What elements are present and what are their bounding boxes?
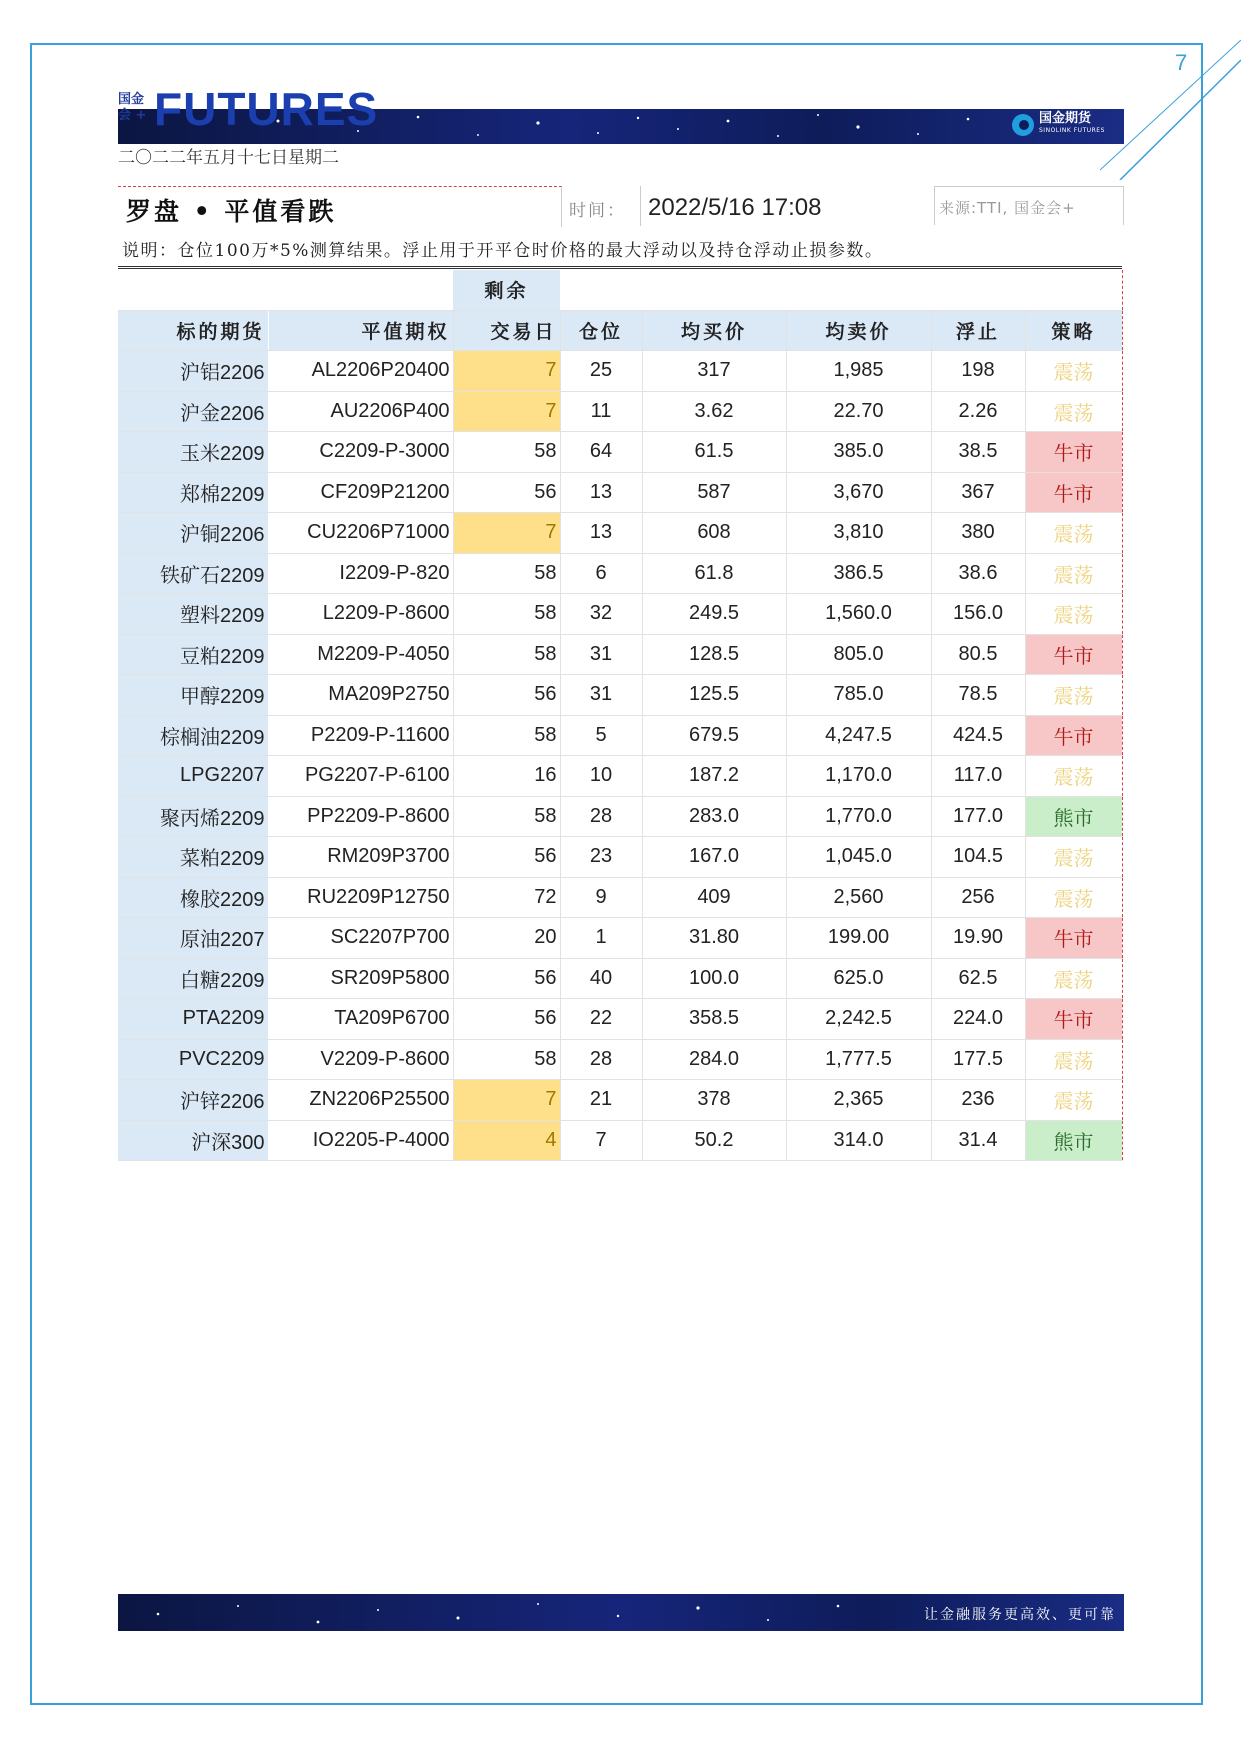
header-position: 仓位 <box>560 310 642 351</box>
cell-strategy: 牛市 <box>1025 472 1122 513</box>
cell-days: 4 <box>453 1120 560 1161</box>
table-row <box>118 472 1122 513</box>
cell-position: 9 <box>560 877 642 918</box>
cell-underlying: 郑棉2209 <box>118 472 268 513</box>
cell-strategy: 震荡 <box>1025 877 1122 918</box>
cell-days: 72 <box>453 877 560 918</box>
cell-option: I2209-P-820 <box>268 553 453 594</box>
table-row <box>118 877 1122 918</box>
cell-stop: 224.0 <box>931 999 1025 1040</box>
cell-stop: 2.26 <box>931 391 1025 432</box>
cell-sell: 2,242.5 <box>786 999 931 1040</box>
cell-days: 7 <box>453 1080 560 1121</box>
cell-days: 56 <box>453 472 560 513</box>
cell-strategy: 熊市 <box>1025 796 1122 837</box>
cell-sell: 22.70 <box>786 391 931 432</box>
cell-days: 56 <box>453 675 560 716</box>
cell-stop: 78.5 <box>931 675 1025 716</box>
cell-buy: 125.5 <box>642 675 786 716</box>
cell-buy: 378 <box>642 1080 786 1121</box>
cell-underlying: PVC2209 <box>118 1039 268 1080</box>
cell-underlying: 甲醇2209 <box>118 675 268 716</box>
cell-sell: 2,365 <box>786 1080 931 1121</box>
cell-underlying: 棕榈油2209 <box>118 715 268 756</box>
header-underlying: 标的期货 <box>118 310 268 351</box>
source-text: 来源:TTI, 国金会+ <box>939 199 1076 217</box>
cell-option: CF209P21200 <box>268 472 453 513</box>
cell-sell: 2,560 <box>786 877 931 918</box>
cell-buy: 167.0 <box>642 837 786 878</box>
report-date: 二〇二二年五月十七日星期二 <box>118 148 339 168</box>
cell-buy: 358.5 <box>642 999 786 1040</box>
header-buy: 均买价 <box>642 310 786 351</box>
cell-days: 16 <box>453 756 560 797</box>
table-row <box>118 432 1122 473</box>
cell-stop: 380 <box>931 513 1025 554</box>
cell-option: CU2206P71000 <box>268 513 453 554</box>
cell-underlying: 聚丙烯2209 <box>118 796 268 837</box>
cell-underlying: 豆粕2209 <box>118 634 268 675</box>
cell-position: 6 <box>560 553 642 594</box>
cell-sell: 1,045.0 <box>786 837 931 878</box>
cell-buy: 608 <box>642 513 786 554</box>
cell-position: 5 <box>560 715 642 756</box>
header-option: 平值期权 <box>268 310 453 351</box>
cell-strategy: 震荡 <box>1025 351 1122 392</box>
cell-buy: 61.8 <box>642 553 786 594</box>
cell-buy: 187.2 <box>642 756 786 797</box>
cell-strategy: 震荡 <box>1025 1039 1122 1080</box>
table-row <box>118 351 1122 392</box>
table-row <box>118 918 1122 959</box>
cell-option: V2209-P-8600 <box>268 1039 453 1080</box>
header-sell: 均卖价 <box>786 310 931 351</box>
cell-option: AU2206P400 <box>268 391 453 432</box>
cell-underlying: 沪深300 <box>118 1120 268 1161</box>
cell-buy: 249.5 <box>642 594 786 635</box>
cell-sell: 625.0 <box>786 958 931 999</box>
cell-days: 7 <box>453 513 560 554</box>
note-text: 说明：仓位100万*5%测算结果。浮止用于开平仓时价格的最大浮动以及持仓浮动止损参数。 <box>122 241 884 261</box>
cell-option: RM209P3700 <box>268 837 453 878</box>
cell-days: 56 <box>453 958 560 999</box>
cell-underlying: 白糖2209 <box>118 958 268 999</box>
header-stop: 浮止 <box>931 310 1025 351</box>
table-row <box>118 837 1122 878</box>
cell-underlying: PTA2209 <box>118 999 268 1040</box>
cell-days: 56 <box>453 999 560 1040</box>
table-header <box>118 310 1122 351</box>
cell-days: 58 <box>453 432 560 473</box>
table-row <box>118 594 1122 635</box>
cell-stop: 80.5 <box>931 634 1025 675</box>
cell-buy: 50.2 <box>642 1120 786 1161</box>
table-row <box>118 756 1122 797</box>
table-row <box>118 999 1122 1040</box>
cell-underlying: 沪金2206 <box>118 391 268 432</box>
cell-stop: 156.0 <box>931 594 1025 635</box>
cell-stop: 38.5 <box>931 432 1025 473</box>
cell-days: 58 <box>453 594 560 635</box>
cell-option: SR209P5800 <box>268 958 453 999</box>
cell-strategy: 震荡 <box>1025 756 1122 797</box>
brand-futures: FUTURES <box>154 83 379 135</box>
cell-sell: 1,777.5 <box>786 1039 931 1080</box>
table-row <box>118 958 1122 999</box>
cell-buy: 283.0 <box>642 796 786 837</box>
cell-underlying: 沪铝2206 <box>118 351 268 392</box>
cell-option: SC2207P700 <box>268 918 453 959</box>
cell-option: C2209-P-3000 <box>268 432 453 473</box>
cell-sell: 805.0 <box>786 634 931 675</box>
cell-strategy: 牛市 <box>1025 715 1122 756</box>
cell-position: 32 <box>560 594 642 635</box>
cell-option: RU2209P12750 <box>268 877 453 918</box>
cell-sell: 386.5 <box>786 553 931 594</box>
cell-option: AL2206P20400 <box>268 351 453 392</box>
cell-option: ZN2206P25500 <box>268 1080 453 1121</box>
cell-sell: 3,810 <box>786 513 931 554</box>
cell-buy: 587 <box>642 472 786 513</box>
table-header-top <box>118 270 1122 310</box>
cell-stop: 424.5 <box>931 715 1025 756</box>
cell-strategy: 震荡 <box>1025 594 1122 635</box>
company-logo-icon <box>1012 114 1034 136</box>
cell-strategy: 牛市 <box>1025 999 1122 1040</box>
cell-strategy: 熊市 <box>1025 1120 1122 1161</box>
cell-sell: 4,247.5 <box>786 715 931 756</box>
cell-position: 22 <box>560 999 642 1040</box>
cell-option: L2209-P-8600 <box>268 594 453 635</box>
cell-buy: 409 <box>642 877 786 918</box>
cell-underlying: 铁矿石2209 <box>118 553 268 594</box>
cell-position: 31 <box>560 634 642 675</box>
cell-days: 58 <box>453 1039 560 1080</box>
cell-sell: 1,560.0 <box>786 594 931 635</box>
table-row <box>118 1120 1122 1161</box>
cell-days: 58 <box>453 715 560 756</box>
cell-sell: 3,670 <box>786 472 931 513</box>
table-row <box>118 1039 1122 1080</box>
report-title-bar <box>118 186 1122 228</box>
cell-stop: 177.5 <box>931 1039 1025 1080</box>
cell-stop: 38.6 <box>931 553 1025 594</box>
cell-strategy: 牛市 <box>1025 634 1122 675</box>
cell-option: M2209-P-4050 <box>268 634 453 675</box>
cell-position: 28 <box>560 1039 642 1080</box>
cell-underlying: 沪锌2206 <box>118 1080 268 1121</box>
cell-sell: 1,170.0 <box>786 756 931 797</box>
cell-stop: 19.90 <box>931 918 1025 959</box>
cell-stop: 117.0 <box>931 756 1025 797</box>
report-title: 罗盘 • 平值看跌 <box>126 197 337 226</box>
brand-cn: 国金 会 + <box>118 92 147 123</box>
table-row <box>118 1080 1122 1121</box>
cell-position: 23 <box>560 837 642 878</box>
cell-days: 56 <box>453 837 560 878</box>
cell-sell: 1,770.0 <box>786 796 931 837</box>
cell-buy: 3.62 <box>642 391 786 432</box>
page-number: 7 <box>1175 50 1188 75</box>
cell-strategy: 牛市 <box>1025 918 1122 959</box>
strategy-table <box>118 270 1123 1161</box>
cell-buy: 679.5 <box>642 715 786 756</box>
cell-days: 58 <box>453 634 560 675</box>
time-value: 2022/5/16 17:08 <box>648 194 822 221</box>
header-remaining: 剩余 <box>453 270 560 310</box>
cell-option: PP2209-P-8600 <box>268 796 453 837</box>
cell-strategy: 震荡 <box>1025 837 1122 878</box>
header-strategy: 策略 <box>1025 310 1122 351</box>
company-logo <box>1012 113 1105 137</box>
company-logo-cn: 国金期货 <box>1039 111 1092 126</box>
cell-position: 7 <box>560 1120 642 1161</box>
cell-days: 7 <box>453 351 560 392</box>
cell-sell: 385.0 <box>786 432 931 473</box>
cell-days: 20 <box>453 918 560 959</box>
cell-stop: 31.4 <box>931 1120 1025 1161</box>
cell-option: MA209P2750 <box>268 675 453 716</box>
cell-buy: 61.5 <box>642 432 786 473</box>
cell-sell: 785.0 <box>786 675 931 716</box>
cell-option: P2209-P-11600 <box>268 715 453 756</box>
cell-position: 13 <box>560 472 642 513</box>
footer-slogan: 让金融服务更高效、更可靠 <box>924 1607 1116 1623</box>
cell-strategy: 牛市 <box>1025 432 1122 473</box>
cell-position: 21 <box>560 1080 642 1121</box>
cell-position: 11 <box>560 391 642 432</box>
cell-stop: 256 <box>931 877 1025 918</box>
cell-underlying: 塑料2209 <box>118 594 268 635</box>
cell-strategy: 震荡 <box>1025 958 1122 999</box>
cell-underlying: 原油2207 <box>118 918 268 959</box>
cell-position: 13 <box>560 513 642 554</box>
table-row <box>118 715 1122 756</box>
cell-underlying: 沪铜2206 <box>118 513 268 554</box>
cell-position: 28 <box>560 796 642 837</box>
cell-position: 10 <box>560 756 642 797</box>
cell-sell: 1,985 <box>786 351 931 392</box>
cell-underlying: LPG2207 <box>118 756 268 797</box>
cell-buy: 128.5 <box>642 634 786 675</box>
note-row <box>118 228 1122 269</box>
time-label: 时间： <box>569 201 626 221</box>
header-days: 交易日 <box>453 310 560 351</box>
cell-option: TA209P6700 <box>268 999 453 1040</box>
cell-sell: 314.0 <box>786 1120 931 1161</box>
cell-stop: 367 <box>931 472 1025 513</box>
cell-strategy: 震荡 <box>1025 675 1122 716</box>
cell-days: 7 <box>453 391 560 432</box>
cell-underlying: 橡胶2209 <box>118 877 268 918</box>
cell-buy: 31.80 <box>642 918 786 959</box>
cell-sell: 199.00 <box>786 918 931 959</box>
table-row <box>118 513 1122 554</box>
table-row <box>118 391 1122 432</box>
cell-buy: 284.0 <box>642 1039 786 1080</box>
cell-option: IO2205-P-4000 <box>268 1120 453 1161</box>
cell-days: 58 <box>453 796 560 837</box>
cell-underlying: 玉米2209 <box>118 432 268 473</box>
cell-stop: 198 <box>931 351 1025 392</box>
cell-strategy: 震荡 <box>1025 1080 1122 1121</box>
footer-banner <box>118 1594 1124 1631</box>
cell-option: PG2207-P-6100 <box>268 756 453 797</box>
cell-stop: 62.5 <box>931 958 1025 999</box>
table-row <box>118 634 1122 675</box>
cell-buy: 317 <box>642 351 786 392</box>
cell-stop: 236 <box>931 1080 1025 1121</box>
cell-position: 40 <box>560 958 642 999</box>
company-logo-en: SINOLINK FUTURES <box>1039 127 1105 134</box>
cell-days: 58 <box>453 553 560 594</box>
cell-position: 25 <box>560 351 642 392</box>
table-row <box>118 796 1122 837</box>
table-row <box>118 675 1122 716</box>
cell-position: 64 <box>560 432 642 473</box>
cell-strategy: 震荡 <box>1025 513 1122 554</box>
table-row <box>118 553 1122 594</box>
cell-position: 31 <box>560 675 642 716</box>
cell-buy: 100.0 <box>642 958 786 999</box>
cell-stop: 104.5 <box>931 837 1025 878</box>
cell-strategy: 震荡 <box>1025 391 1122 432</box>
cell-underlying: 菜粕2209 <box>118 837 268 878</box>
cell-strategy: 震荡 <box>1025 553 1122 594</box>
cell-position: 1 <box>560 918 642 959</box>
cell-stop: 177.0 <box>931 796 1025 837</box>
